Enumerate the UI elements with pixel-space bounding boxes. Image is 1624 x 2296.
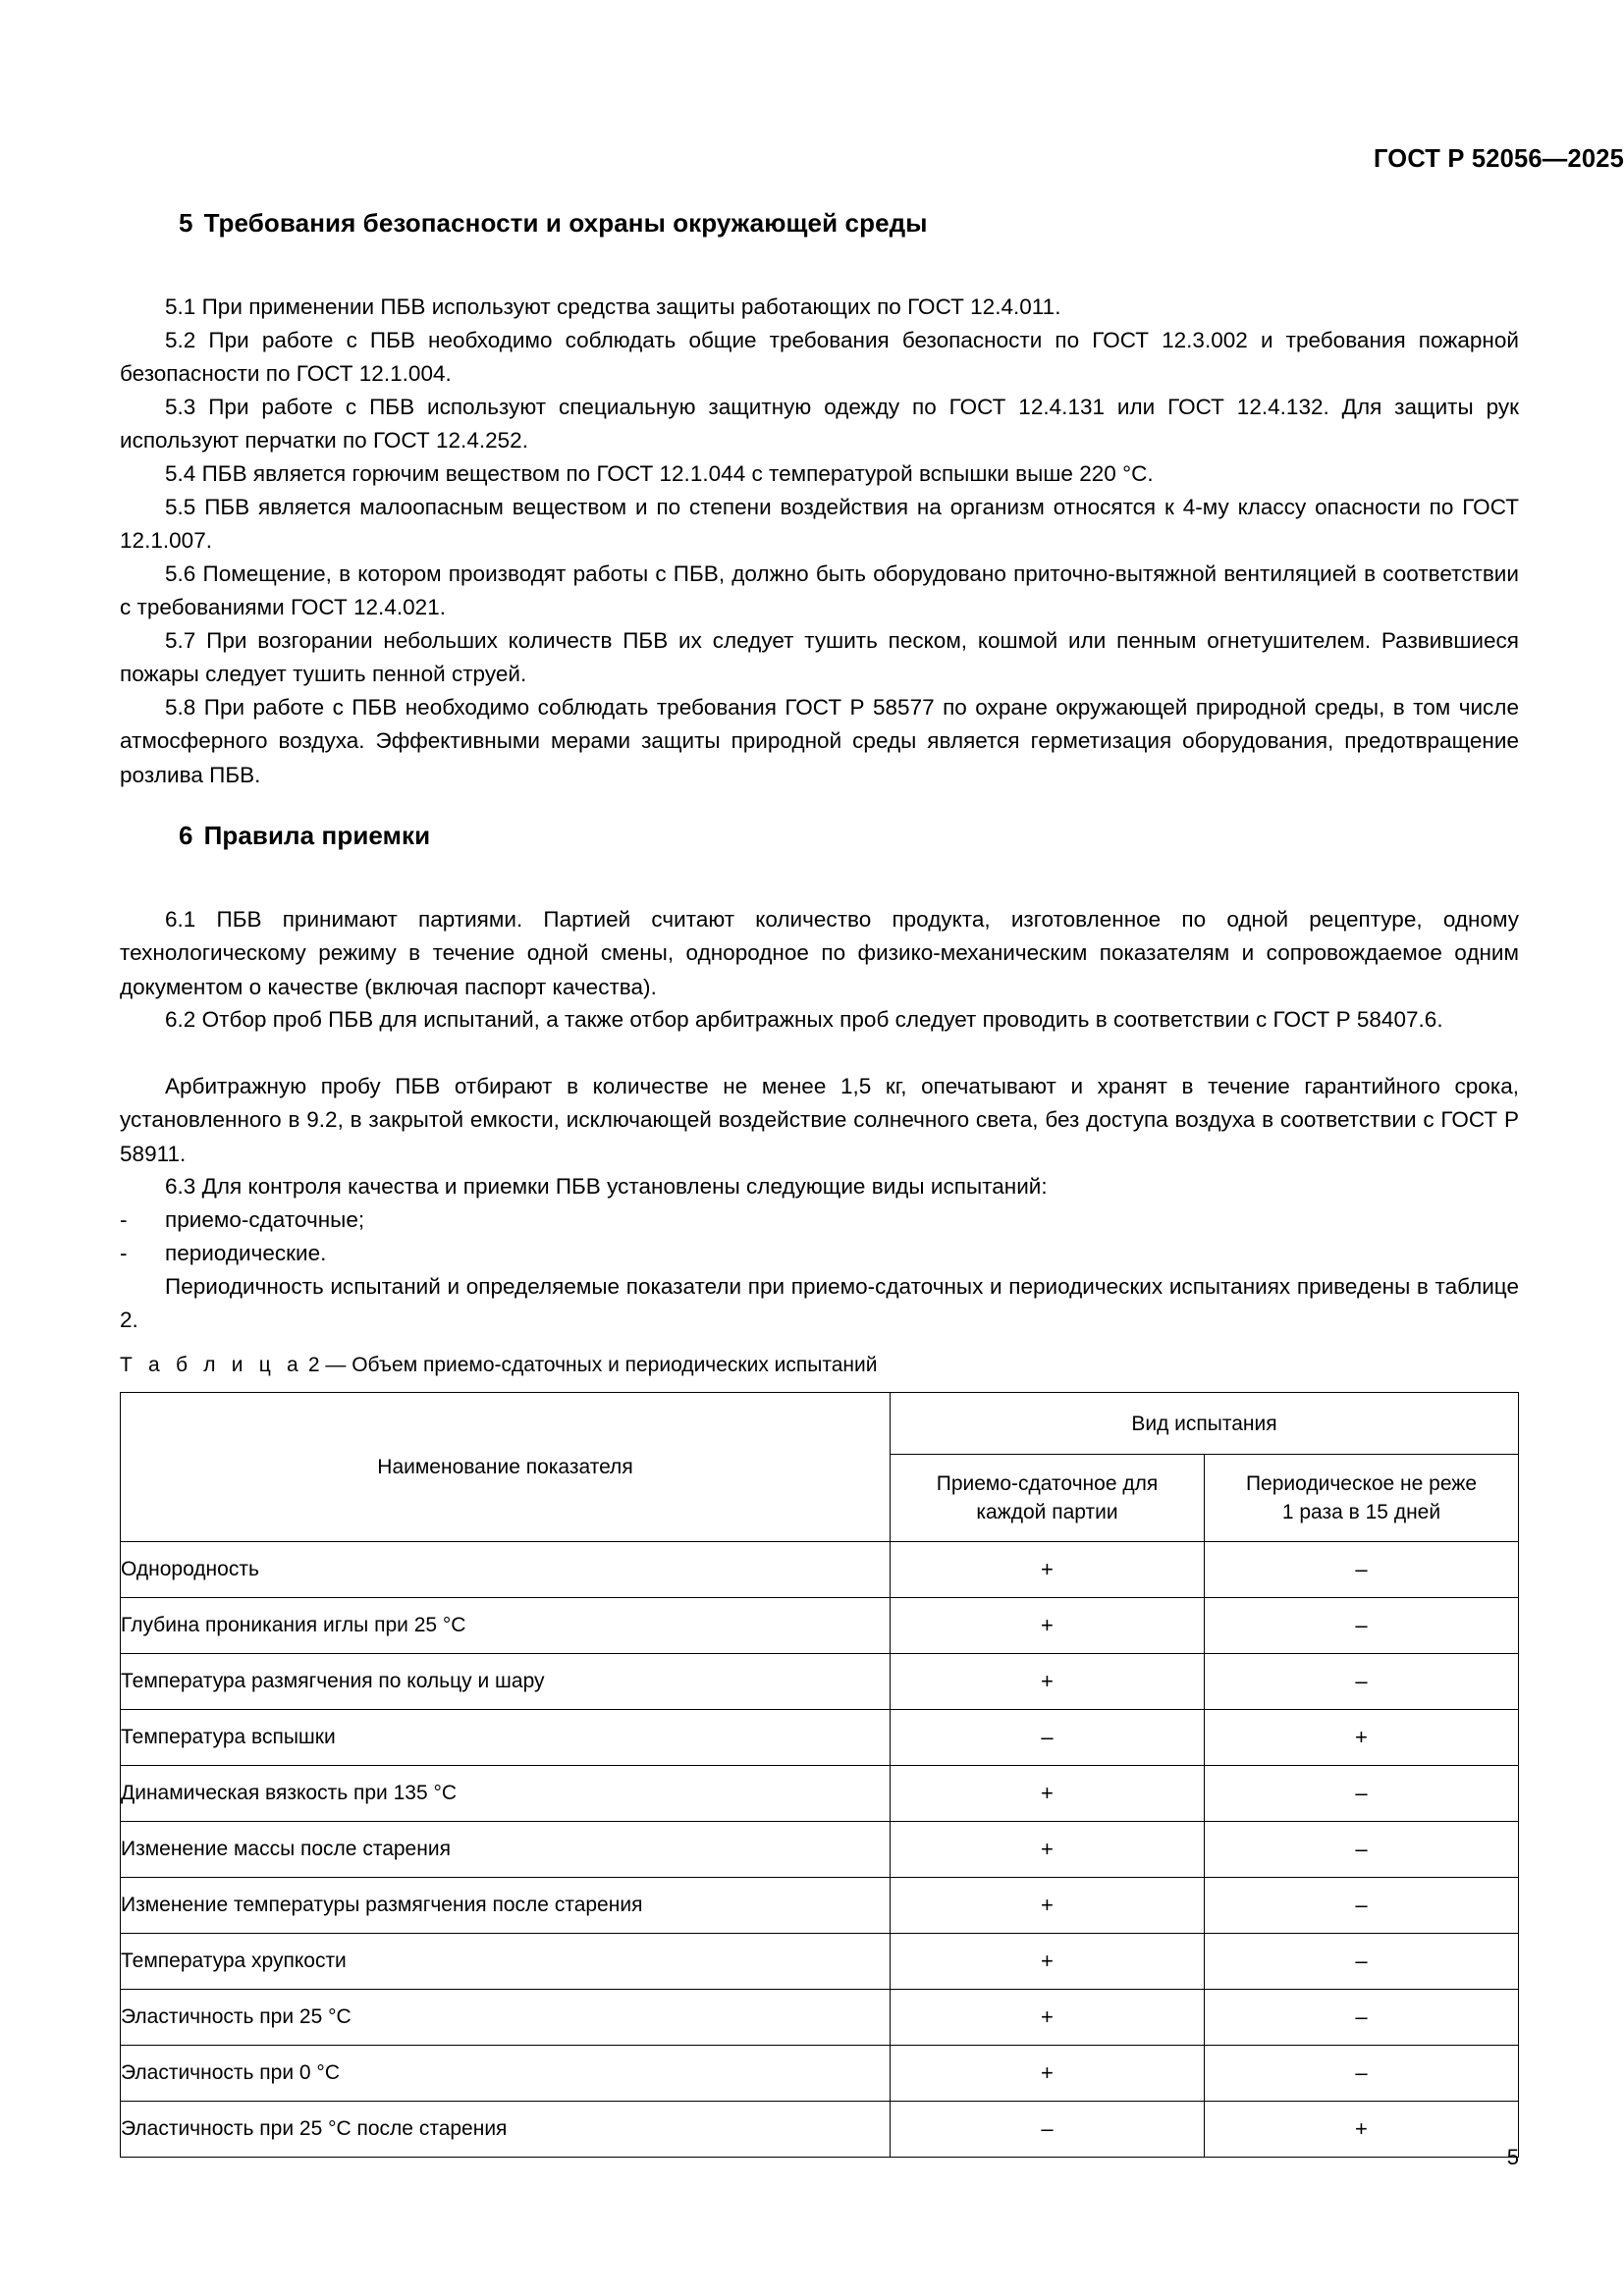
table-row [121, 1878, 1519, 1934]
table-2 [120, 1392, 1519, 2158]
table-row [121, 2046, 1519, 2102]
standard-number: ГОСТ Р 52056—2025 [1373, 145, 1624, 173]
section-5-number: 5 [179, 208, 193, 238]
table-row [121, 2102, 1519, 2158]
paragraph-5-2-block [120, 324, 1519, 392]
row-acceptance: + [890, 1542, 1204, 1598]
table-header-acceptance-line1: Приемо-сдаточное для [936, 1472, 1159, 1495]
section-5-heading [179, 208, 928, 239]
row-periodic: – [1204, 1934, 1518, 1990]
row-name: Изменение температуры размягчения после старения [121, 1878, 891, 1934]
table-header-acceptance-line2: каждой партии [976, 1501, 1118, 1523]
paragraph-periodicity [120, 1270, 1519, 1338]
paragraph-arbitration [120, 1070, 1519, 1171]
table-header-name: Наименование показателя [121, 1393, 891, 1542]
paragraph-5-3 [120, 391, 1519, 458]
paragraph-6-2 [120, 1003, 1519, 1037]
row-acceptance: + [890, 1766, 1204, 1822]
table-body [121, 1542, 1519, 2158]
section-6-heading [179, 821, 430, 851]
paragraph-5-8-block [120, 691, 1519, 792]
paragraph-6-2-block [120, 1003, 1519, 1037]
paragraph-6-2-text: 6.2 Отбор проб ПБВ для испытаний, а также отбор арбитражных проб следует проводить в соответствии с ГОСТ Р 58407.6. [165, 1007, 1443, 1032]
row-name: Эластичность при 25 °С [121, 1990, 891, 2046]
table-header [121, 1393, 1519, 1542]
row-name: Температура размягчения по кольцу и шару [121, 1654, 891, 1710]
page-number: 5 [1506, 2145, 1519, 2169]
row-acceptance: + [890, 1822, 1204, 1878]
row-periodic: – [1204, 1990, 1518, 2046]
paragraph-5-3-text: 5.3 При работе с ПБВ используют специальную защитную одежду по ГОСТ 12.4.131 или ГОСТ 12.4.132. Для защиты рук используют перчатки по ГОСТ 12.4.252. [120, 395, 1519, 454]
row-name: Глубина проникания иглы при 25 °С [121, 1598, 891, 1654]
table-caption-dash: — [325, 1354, 347, 1376]
row-periodic: + [1204, 2102, 1518, 2158]
table-header-acceptance [890, 1455, 1204, 1542]
paragraph-5-4-text: 5.4 ПБВ является горючим веществом по ГОСТ 12.1.044 с температурой вспышки выше 220 °С. [165, 461, 1154, 486]
paragraph-5-6-text: 5.6 Помещение, в котором производят работы с ПБВ, должно быть оборудовано приточно-вытяжной вентиляцией в соответствии с требованиями ГОСТ 12.4.021. [120, 561, 1519, 620]
paragraph-5-1-text: 5.1 При применении ПБВ используют средства защиты работающих по ГОСТ 12.4.011. [165, 294, 1061, 319]
row-acceptance: – [890, 1710, 1204, 1766]
list-item [120, 1237, 1519, 1270]
list-item-2-text: периодические. [165, 1241, 327, 1265]
row-name: Динамическая вязкость при 135 °С [121, 1766, 891, 1822]
row-acceptance: + [890, 1654, 1204, 1710]
list-item [120, 1203, 1519, 1237]
row-name: Эластичность при 0 °С [121, 2046, 891, 2102]
table-row [121, 1990, 1519, 2046]
row-acceptance: + [890, 1990, 1204, 2046]
row-periodic: – [1204, 1542, 1518, 1598]
section-6-number: 6 [179, 821, 193, 850]
table-header-row-1 [121, 1393, 1519, 1455]
paragraph-5-1-block [120, 291, 1519, 324]
list-bullet-icon: - [120, 1241, 128, 1265]
table-caption-label: Т а б л и ц а [120, 1354, 303, 1376]
paragraph-periodicity-text: Периодичность испытаний и определяемые показатели при приемо-сдаточных и периодических испытаниях приведены в таблице 2. [120, 1274, 1519, 1333]
row-acceptance: + [890, 1598, 1204, 1654]
row-acceptance: + [890, 1878, 1204, 1934]
row-periodic: – [1204, 1822, 1518, 1878]
table-caption [120, 1354, 877, 1377]
paragraph-5-7 [120, 624, 1519, 692]
row-acceptance: + [890, 2046, 1204, 2102]
paragraph-5-4-block [120, 457, 1519, 491]
row-name: Изменение массы после старения [121, 1822, 891, 1878]
table-row [121, 1654, 1519, 1710]
table-header-periodic-line2: 1 раза в 15 дней [1281, 1501, 1441, 1523]
table-row [121, 1822, 1519, 1878]
table-row [121, 1710, 1519, 1766]
row-acceptance: – [890, 2102, 1204, 2158]
paragraph-5-5-text: 5.5 ПБВ является малоопасным веществом и по степени воздействия на организм относятся к 4-му классу опасности по ГОСТ 12.1.007. [120, 495, 1519, 554]
table-caption-number: 2 [307, 1354, 320, 1376]
table-row [121, 1598, 1519, 1654]
row-acceptance: + [890, 1934, 1204, 1990]
paragraph-5-5 [120, 491, 1519, 559]
paragraph-6-1-block [120, 903, 1519, 1004]
row-periodic: – [1204, 1598, 1518, 1654]
list-item-2-block [120, 1237, 1519, 1270]
row-periodic: – [1204, 1654, 1518, 1710]
paragraph-5-7-block [120, 624, 1519, 692]
paragraph-arbitration-block [120, 1070, 1519, 1171]
paragraph-5-4 [120, 457, 1519, 491]
paragraph-5-3-block [120, 391, 1519, 458]
row-name: Температура хрупкости [121, 1934, 891, 1990]
table-row [121, 1542, 1519, 1598]
paragraph-5-1 [120, 291, 1519, 324]
row-periodic: – [1204, 1878, 1518, 1934]
row-name: Эластичность при 25 °С после старения [121, 2102, 891, 2158]
table-row [121, 1934, 1519, 1990]
section-6-title: Правила приемки [203, 821, 431, 850]
paragraph-5-8 [120, 691, 1519, 792]
row-periodic: – [1204, 1766, 1518, 1822]
paragraph-5-8-text: 5.8 При работе с ПБВ необходимо соблюдать требования ГОСТ Р 58577 по охране окружающей природной среды, в том числе атмосферного воздуха. Эффективными мерами защиты природной среды является герметизация оборудования, предотвращение розлива ПБВ. [120, 695, 1519, 787]
list-item-1-text: приемо-сдаточные; [165, 1207, 365, 1232]
paragraph-5-2-text: 5.2 При работе с ПБВ необходимо соблюдать общие требования безопасности по ГОСТ 12.3.002 и требования пожарной безопасности по ГОСТ 12.1.004. [120, 328, 1519, 387]
table-caption-text: Объем приемо-сдаточных и периодических испытаний [352, 1354, 878, 1376]
paragraph-6-3-block [120, 1170, 1519, 1203]
row-name: Температура вспышки [121, 1710, 891, 1766]
paragraph-6-3 [120, 1170, 1519, 1203]
paragraph-6-3-text: 6.3 Для контроля качества и приемки ПБВ установлены следующие виды испытаний: [165, 1174, 1048, 1199]
table-row [121, 1766, 1519, 1822]
row-periodic: – [1204, 2046, 1518, 2102]
paragraph-6-1 [120, 903, 1519, 1004]
paragraph-5-5-block [120, 491, 1519, 559]
table-header-periodic-line1: Периодическое не реже [1245, 1472, 1478, 1495]
row-name: Однородность [121, 1542, 891, 1598]
paragraph-5-6 [120, 558, 1519, 625]
row-periodic: + [1204, 1710, 1518, 1766]
paragraph-5-2 [120, 324, 1519, 392]
table-header-group: Вид испытания [890, 1393, 1518, 1455]
section-5-title: Требования безопасности и охраны окружающей среды [203, 208, 928, 238]
running-header [0, 145, 1624, 174]
paragraph-6-1-text: 6.1 ПБВ принимают партиями. Партией считают количество продукта, изготовленное по одной рецептуре, одному технологическому режиму в течение одной смены, однородное по физико-механическим показателям и сопровождаемое одним документом о качестве (включая паспорт качества). [120, 907, 1519, 999]
list-item-1-block [120, 1203, 1519, 1237]
paragraph-arbitration-text: Арбитражную пробу ПБВ отбирают в количестве не менее 1,5 кг, опечатывают и хранят в течение гарантийного срока, установленного в 9.2, в закрытой емкости, исключающей воздействие солнечного света, без доступа воздуха в соответствии с ГОСТ Р 58911. [120, 1074, 1519, 1166]
paragraph-periodicity-block [120, 1270, 1519, 1338]
paragraph-5-6-block [120, 558, 1519, 625]
paragraph-5-7-text: 5.7 При возгорании небольших количеств ПБВ их следует тушить песком, кошмой или пенным огнетушителем. Развившиеся пожары следует тушить пенной струей. [120, 628, 1519, 687]
list-bullet-icon: - [120, 1207, 128, 1232]
table-header-periodic [1204, 1455, 1518, 1542]
